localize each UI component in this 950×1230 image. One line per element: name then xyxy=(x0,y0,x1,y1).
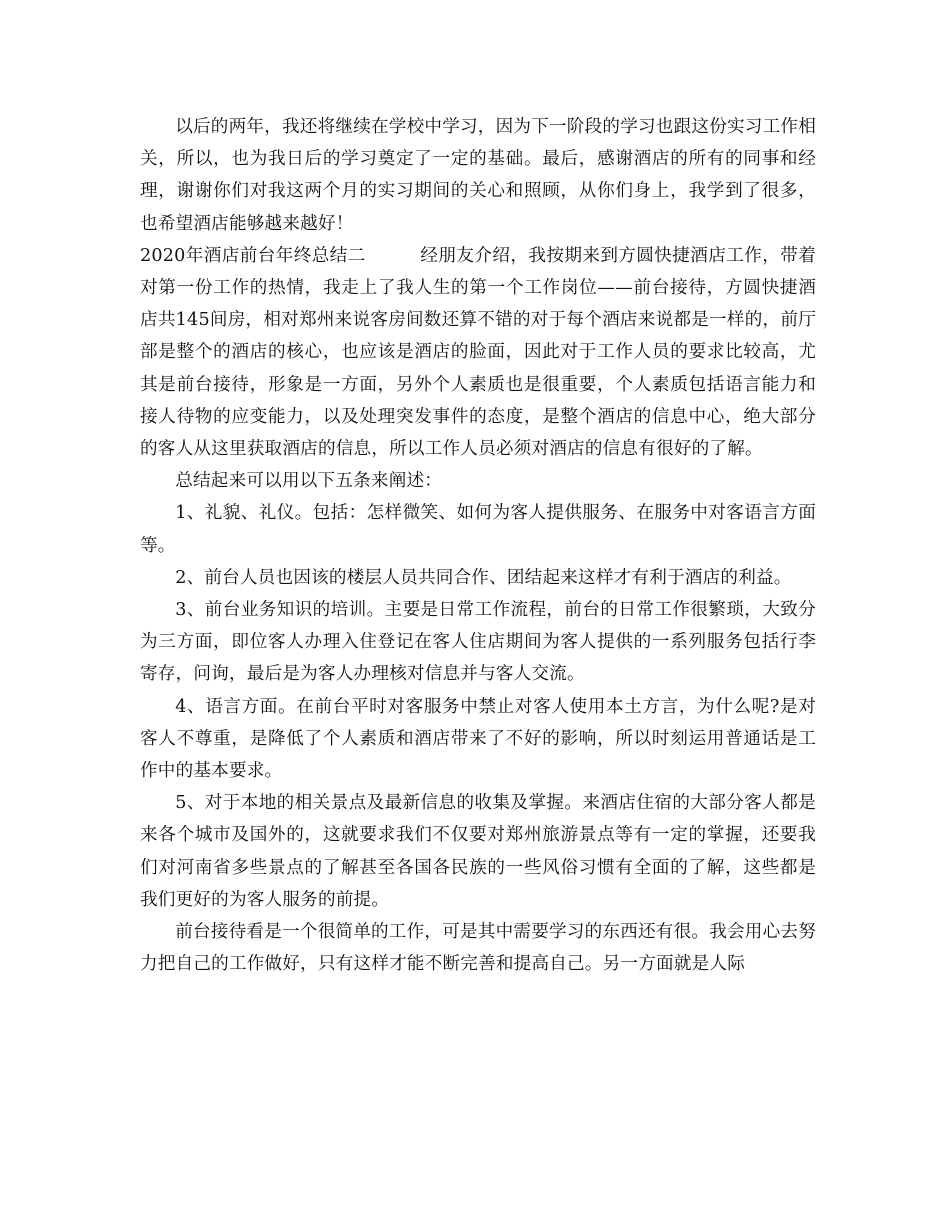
paragraph-point-1: 1、礼貌、礼仪。包括：怎样微笑、如何为客人提供服务、在服务中对客语言方面等。 xyxy=(140,503,816,556)
paragraph-five-points-lead: 总结起来可以用以下五条来阐述： xyxy=(175,471,443,492)
paragraph-reception-work: 前台接待看是一个很简单的工作，可是其中需要学习的东西还有很。我会用心去努力把自己的工作做好，只有这样才能不断完善和提高自己。另一方面就是人际 xyxy=(140,922,816,975)
paragraph-point-3: 3、前台业务知识的培训。主要是日常工作流程，前台的日常工作很繁琐，大致分为三方面，即位客人办理入住登记在客人住店期间为客人提供的一系列服务包括行李寄存，问询，最后是为客人办理核对信息并与客人交流。 xyxy=(140,600,816,685)
paragraph-point-4: 4、语言方面。在前台平时对客服务中禁止对客人使用本土方言，为什么呢?是对客人不尊重，是降低了个人素质和酒店带来了不好的影响，所以时刻运用普通话是工作中的基本要求。 xyxy=(140,696,816,782)
document-body xyxy=(140,111,816,980)
section-heading: 2020年酒店前台年终总结二 xyxy=(140,245,366,266)
paragraph-point-5: 5、对于本地的相关景点及最新信息的收集及掌握。来酒店住宿的大部分客人都是来各个城市及国外的，这就要求我们不仅要对郑州旅游景点等有一定的掌握，还要我们对河南省多些景点的了解甚至各国各民族的一些风俗习惯有全面的了解，这些都是我们更好的为客人服务的前提。 xyxy=(140,793,816,910)
paragraph-point-2: 2、前台人员也因该的楼层人员共同合作、团结起来这样才有利于酒店的利益。 xyxy=(175,567,792,588)
paragraph-internship-closing: 以后的两年，我还将继续在学校中学习，因为下一阶段的学习也跟这份实习工作相关，所以，也为我日后的学习奠定了一定的基础。最后，感谢酒店的所有的同事和经理，谢谢你们对我这两个月的实习期间的关心和照顾，从你们身上，我学到了很多，也希望酒店能够越来越好！ xyxy=(140,117,816,234)
paragraph-summary-intro xyxy=(140,240,816,465)
paragraph-hotel-intro: 经朋友介绍，我按期来到方圆快捷酒店工作，带着对第一份工作的热情，我走上了我人生的第一个工作岗位——前台接待，方圆快捷酒店共145间房，相对郑州来说客房间数还算不错的对于每个酒店来说都是一样的，前厅部是整个的酒店的核心，也应该是酒店的脸面，因此对于工作人员的要求比较高，尤其是前台接待，形象是一方面，另外个人素质也是很重要，个人素质包括语言能力和接人待物的应变能力，以及处理突发事件的态度，是整个酒店的信息中心，绝大部分的客人从这里获取酒店的信息，所以工作人员必须对酒店的信息有很好的了解。 xyxy=(140,245,816,460)
